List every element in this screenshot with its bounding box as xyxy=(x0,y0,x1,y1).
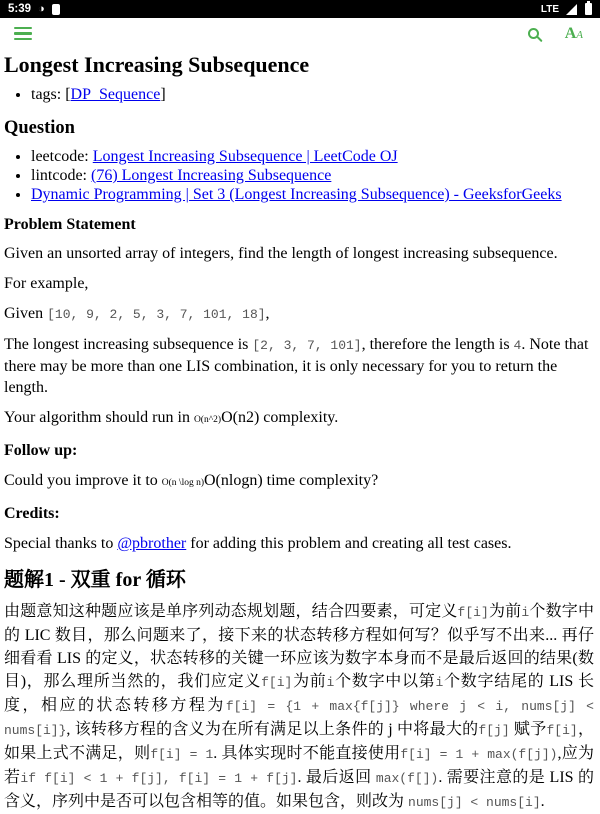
inline-text: Given an unsorted array of integers, find the length of longest increasing subsequence. xyxy=(4,245,558,262)
inline-text: tags: [ xyxy=(31,86,71,103)
question-link-geeksforgeeks xyxy=(31,185,594,204)
inline-link[interactable]: (76) Longest Increasing Subsequence xyxy=(90,167,332,184)
file-notification-icon xyxy=(52,4,60,15)
inline-text: 为前 xyxy=(488,603,522,620)
clock-notification-icon: ◑ xyxy=(38,2,45,15)
inline-code: max(f[]) xyxy=(375,771,439,786)
inline-code: i xyxy=(326,675,335,690)
paragraph-improve xyxy=(4,470,594,494)
inline-link[interactable]: Longest Increasing Subsequence | LeetCode OJ xyxy=(92,148,398,165)
text-size-icon[interactable] xyxy=(565,26,583,42)
inline-text: . Note that there may be more than one LIS combination, it is only necessary for you to return the length. xyxy=(4,336,589,396)
inline-code: [2, 3, 7, 101] xyxy=(252,338,362,353)
inline-code: f[i] = 1 xyxy=(150,747,214,762)
inline-text: 由题意知这种题应该是单序列动态规划题，结合四要素，可定义 xyxy=(4,603,458,620)
inline-code: nums[j] < nums[i] xyxy=(408,795,541,810)
paragraph-given-array xyxy=(4,303,594,325)
inline-link[interactable]: @pbrother xyxy=(117,535,187,552)
paragraph-problem-intro xyxy=(4,243,594,264)
search-icon[interactable] xyxy=(528,28,539,39)
tags-list-item xyxy=(31,85,594,104)
inline-text: ，如果上式不满足，则 xyxy=(4,721,594,762)
inline-code: i xyxy=(521,605,530,620)
inline-bold: Credits: xyxy=(4,505,60,522)
inline-text: ] xyxy=(160,86,166,103)
question-links-list xyxy=(4,147,594,204)
paragraph-credits xyxy=(4,503,594,524)
inline-code: f[i] = {1 + max{f[j]} where j < i, nums[j] < nums[i]} xyxy=(4,699,594,738)
section-heading-solution1: 题解1 - 双重 for 循环 xyxy=(4,569,186,591)
paragraph-lis-result xyxy=(4,334,594,398)
app-toolbar xyxy=(0,18,600,49)
paragraph-solution1 xyxy=(4,600,594,814)
text-size-icon-secondary: A xyxy=(576,28,583,41)
inline-text: 为前 xyxy=(292,673,327,690)
status-bar xyxy=(0,0,600,18)
inline-text: Given xyxy=(4,305,48,322)
inline-text: . xyxy=(540,793,545,810)
paragraph-complexity xyxy=(4,407,594,431)
inline-text: ,应为若 xyxy=(4,745,594,786)
inline-text: 个数字结尾的 LIS 长度，相应的状态转移方程为 xyxy=(4,673,594,714)
status-bar-right xyxy=(541,3,592,15)
inline-code: f[j] xyxy=(478,723,510,738)
inline-text: , xyxy=(265,305,270,322)
inline-code: f[i] = 1 + max(f[j]) xyxy=(400,747,558,762)
inline-code: f[i] xyxy=(546,723,578,738)
inline-text: . 需要注意的是 LIS 的含义，序列中是否可以包含相等的值。如果包含，则改为 xyxy=(4,769,594,810)
question-link-leetcode xyxy=(31,147,594,166)
inline-text: Your algorithm should run in xyxy=(4,409,194,426)
signal-strength-icon xyxy=(566,4,577,15)
inline-text: . 最后返回 xyxy=(297,769,376,786)
inline-text: 个数字中以第 xyxy=(334,673,436,690)
inline-link[interactable]: Dynamic Programming | Set 3 (Longest Increasing Subsequence) - GeeksforGeeks xyxy=(31,186,562,203)
inline-text: Special thanks to xyxy=(4,535,118,552)
inline-text: . 具体实现时不能直接使用 xyxy=(213,745,401,762)
text-size-icon-primary: A xyxy=(564,24,577,42)
document-view xyxy=(0,49,600,814)
inline-code: f[i] xyxy=(457,605,489,620)
section-heading-question: Question xyxy=(4,118,75,138)
inline-text: O(n2) complexity. xyxy=(221,409,339,426)
inline-text: 个数字中的 LIC 数目，那么问题来了，接下来的状态转移方程如何写？似乎写不出来... 再仔细看看 LIS 的定义，状态转移的关键一环应该为数字本身而不是最后返回的结果(数目)，那么理所当然的，我们应定义 xyxy=(4,603,594,690)
inline-text: , therefore the length is xyxy=(361,336,514,353)
network-type-label: LTE xyxy=(540,3,559,15)
inline-code: f[i] xyxy=(261,675,293,690)
question-link-lintcode xyxy=(31,166,594,185)
inline-text: 赋予 xyxy=(509,721,547,738)
battery-icon xyxy=(585,3,592,15)
page-title: Longest Increasing Subsequence xyxy=(4,52,310,77)
inline-code: if f[i] < 1 + f[j], f[i] = 1 + f[j] xyxy=(20,771,298,786)
status-time: 5:39 xyxy=(8,3,32,15)
status-bar-left xyxy=(8,3,60,15)
tags-list xyxy=(4,85,594,104)
inline-small: O(n^2) xyxy=(193,415,222,425)
inline-text: For example, xyxy=(4,275,89,292)
inline-text: lintcode: xyxy=(31,167,91,184)
inline-code: i xyxy=(435,675,444,690)
inline-text: for adding this problem and creating all test cases. xyxy=(186,535,512,552)
inline-code: [10, 9, 2, 5, 3, 7, 101, 18] xyxy=(47,307,266,322)
inline-link[interactable]: DP_Sequence xyxy=(70,86,161,103)
inline-text: O(nlogn) time complexity? xyxy=(204,472,379,489)
menu-icon[interactable] xyxy=(14,24,32,44)
section-heading-problem-statement: Problem Statement xyxy=(4,216,136,233)
inline-text: leetcode: xyxy=(31,148,93,165)
inline-code: 4 xyxy=(513,338,522,353)
paragraph-follow-up xyxy=(4,440,594,461)
paragraph-thanks xyxy=(4,533,594,554)
inline-text: Could you improve it to xyxy=(4,472,162,489)
inline-text: The longest increasing subsequence is xyxy=(4,336,253,353)
paragraph-for-example xyxy=(4,273,594,294)
inline-bold: Follow up: xyxy=(4,442,78,459)
inline-text: , 该转移方程的含义为在所有满足以上条件的 j 中将最大的 xyxy=(66,721,479,738)
inline-small: O(n \log n) xyxy=(161,478,204,488)
toolbar-actions xyxy=(528,26,583,42)
